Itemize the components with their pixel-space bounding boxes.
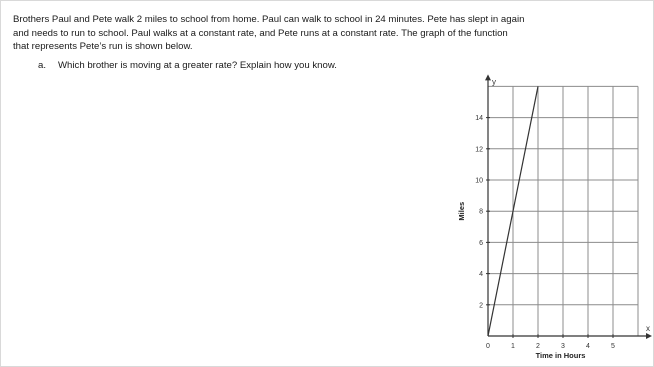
problem-line: that represents Pete’s run is shown below.	[13, 41, 193, 53]
distance-time-graph	[440, 77, 650, 362]
x-tick-label: 1	[511, 343, 515, 350]
y-tick-label: 2	[479, 302, 483, 310]
y-tick-label: 14	[475, 115, 483, 123]
x-tick-label: 5	[611, 343, 615, 350]
question-a	[38, 60, 337, 72]
problem-line: Brothers Paul and Pete walk 2 miles to school from home. Paul can walk to school in 24 minutes. Pete has slept in again	[13, 14, 525, 25]
x-axis-variable: x	[646, 324, 650, 333]
y-tick-label: 12	[475, 146, 483, 154]
y-tick-label: 6	[479, 239, 483, 247]
x-axis-title: Time in Hours	[535, 351, 586, 360]
problem-statement	[13, 13, 643, 54]
x-tick-label: 3	[561, 343, 565, 350]
question-letter: a.	[38, 60, 47, 71]
x-tick-label: 4	[586, 343, 590, 350]
y-axis-variable: y	[492, 77, 496, 87]
x-tick-label: 0	[486, 343, 490, 350]
y-tick-label: 4	[479, 271, 483, 279]
question-text: Which brother is moving at a greater rate? Explain how you know.	[58, 60, 337, 71]
problem-line: and needs to run to school. Paul walks at a constant rate, and Pete runs at a constant rate. The graph of the function	[13, 27, 508, 39]
y-tick-label: 8	[479, 208, 483, 216]
x-tick-label: 2	[536, 343, 540, 350]
y-axis-title: Miles	[457, 201, 466, 221]
y-tick-label: 10	[475, 177, 483, 185]
